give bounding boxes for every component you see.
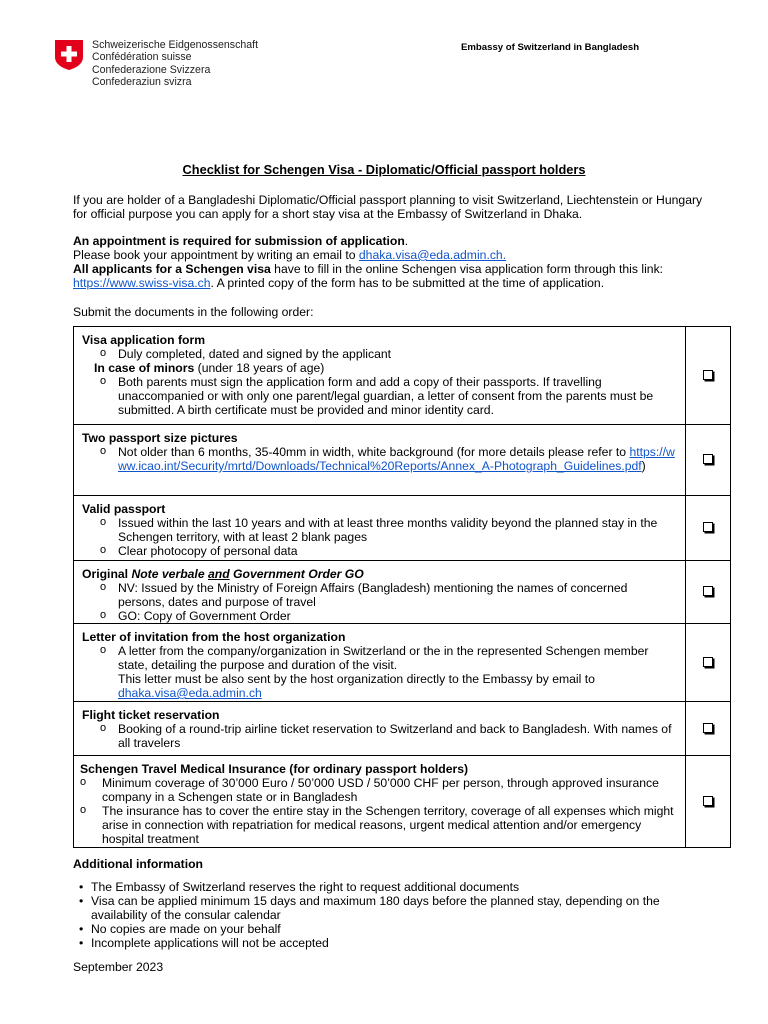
email-link[interactable]: dhaka.visa@eda.admin.ch.: [358, 248, 507, 262]
table-row: [74, 756, 731, 848]
book-text: Please book your appointment by writing an email to: [73, 248, 359, 262]
item-text: This letter must be also sent by the host organization directly to the Embassy by email to: [118, 672, 595, 686]
federation-line-fr: Confédération suisse: [92, 51, 192, 64]
table-row: [74, 702, 731, 756]
list-item: [100, 445, 677, 473]
list-item: • The Embassy of Switzerland reserves the right to request additional documents: [73, 880, 705, 894]
list-item: • Visa can be applied minimum 15 days and maximum 180 days before the planned stay, depending on the availability of the consular calendar: [73, 894, 705, 922]
checkbox[interactable]: [703, 522, 713, 532]
title-part: and: [207, 567, 230, 581]
item-text: A letter from the company/organization in Switzerland or the in the represented Schengen member state, detailing the purpose and duration of the visit.: [118, 644, 649, 672]
submit-order: Submit the documents in the following order:: [73, 305, 314, 319]
title-part: Original: [82, 567, 132, 581]
list-item: [100, 644, 677, 700]
all-applicants: All applicants for a Schengen visa: [73, 262, 271, 276]
document-date: September 2023: [73, 960, 164, 974]
checkbox[interactable]: [703, 586, 713, 596]
row-title: Visa application form: [82, 333, 206, 347]
checkbox[interactable]: [703, 370, 713, 380]
row-title: Letter of invitation from the host organization: [82, 630, 346, 644]
item-text: Not older than 6 months, 35-40mm in width, white background (for more details please refer to: [118, 445, 630, 459]
minors-label: [82, 361, 677, 375]
appointment-dot: .: [404, 234, 409, 248]
table-row: [74, 496, 731, 561]
list-item: o GO: Copy of Government Order: [100, 609, 677, 623]
email-link[interactable]: dhaka.visa@eda.admin.ch: [118, 686, 262, 700]
table-row: [74, 327, 731, 425]
row-title: Flight ticket reservation: [82, 708, 220, 722]
federation-line-rm: Confederaziun svizra: [92, 75, 192, 88]
swiss-visa-link[interactable]: https://www.swiss-visa.ch: [73, 276, 211, 290]
list-item: • No copies are made on your behalf: [73, 922, 705, 936]
table-row: [74, 561, 731, 624]
appointment-paragraph: [73, 234, 705, 290]
title-part: Government Order GO: [233, 567, 364, 581]
table-row: [74, 624, 731, 702]
after-link-text: . A printed copy of the form has to be submitted at the time of application.: [210, 276, 605, 290]
federation-line-de: Schweizerische Eidgenossenschaft: [92, 39, 259, 51]
page-title: Checklist for Schengen Visa - Diplomatic/Official passport holders: [182, 162, 586, 177]
federation-line-it: Confederazione Svizzera: [92, 63, 211, 76]
list-item: o Duly completed, dated and signed by the applicant: [100, 347, 677, 361]
row-title: [82, 567, 677, 581]
checkbox[interactable]: [703, 454, 713, 464]
minors-bold: In case of minors: [94, 361, 195, 375]
list-item: o The insurance has to cover the entire stay in the Schengen territory, coverage of all expenses which might arise in connection with repatriation for medical reasons, urgent medical attention and/or emergency hospital treatment: [80, 804, 677, 846]
embassy-name: Embassy of Switzerland in Bangladesh: [461, 42, 640, 53]
all-applicants-text: have to fill in the online Schengen visa application form through this link:: [270, 262, 664, 276]
icao-link[interactable]: https://www.icao.int/Security/mrtd/Downloads/Technical%20Reports/Annex_A-Photograph_Guidelines.pdf: [118, 445, 675, 473]
list-item: o Both parents must sign the application form and add a copy of their passports. If travelling unaccompanied or with only one parent/legal guardian, a letter of consent from the parents must be submitted. A birth certificate must be provided and minor identity card.: [100, 375, 677, 417]
checkbox[interactable]: [703, 796, 713, 806]
minors-rest: (under 18 years of age): [194, 361, 325, 375]
list-item: • Incomplete applications will not be accepted: [73, 936, 705, 950]
additional-info-list: [73, 880, 705, 950]
list-item: o Issued within the last 10 years and with at least three months validity beyond the planned stay in the Schengen territory, with at least 2 blank pages: [100, 516, 677, 544]
title-part: Note verbale: [131, 567, 205, 581]
row-title: Valid passport: [82, 502, 166, 516]
list-item: o NV: Issued by the Ministry of Foreign Affairs (Bangladesh) mentioning the names of concerned persons, dates and purpose of travel: [100, 581, 677, 609]
intro-paragraph: If you are holder of a Bangladeshi Diplomatic/Official passport planning to visit Switzerland, Liechtenstein or Hungary for official purpose you can apply for a short stay visa at the Embassy of Switzerland in Dhaka.: [73, 193, 703, 221]
row-title: Two passport size pictures: [82, 431, 238, 445]
appointment-required: An appointment is required for submission of application: [73, 234, 405, 248]
checklist-table: [73, 326, 731, 848]
row-title: Schengen Travel Medical Insurance (for ordinary passport holders): [80, 762, 469, 776]
additional-info-title: Additional information: [73, 857, 203, 871]
list-item: o Clear photocopy of personal data: [100, 544, 677, 558]
item-close: ): [641, 459, 646, 473]
checkbox[interactable]: [703, 657, 713, 667]
federation-name: [92, 39, 258, 88]
table-row: [74, 425, 731, 496]
list-item: o Booking of a round-trip airline ticket reservation to Switzerland and back to Bangladesh. With names of all travelers: [100, 722, 677, 750]
swiss-flag-icon: [54, 39, 84, 71]
list-item: o Minimum coverage of 30’000 Euro / 50’000 USD / 50’000 CHF per person, through approved insurance company in a Schengen state or in Bangladesh: [80, 776, 677, 804]
checkbox[interactable]: [703, 723, 713, 733]
